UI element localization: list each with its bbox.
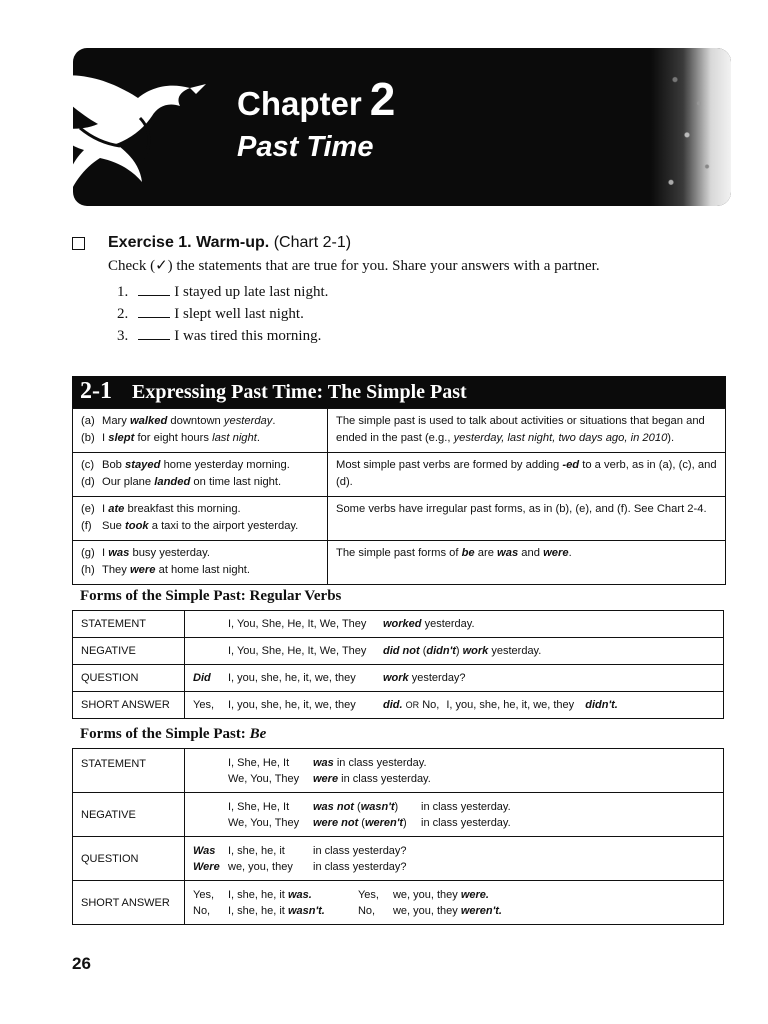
item-number: 2. <box>117 306 129 322</box>
table-row <box>73 541 726 585</box>
banner-texture <box>651 48 731 206</box>
table-row <box>73 837 724 881</box>
exercise-item <box>117 284 328 301</box>
row-label: QUESTION <box>73 837 185 881</box>
exercise-instruction: Check (✓) the statements that are true for you. Share your answers with a partner. <box>108 258 600 274</box>
row-value: I, She, He, It was not (wasn't) in class yesterday. We, You, They were not (weren't) in class yesterday. <box>185 793 724 837</box>
chapter-heading <box>237 72 395 126</box>
table-row <box>73 665 724 692</box>
row-label: SHORT ANSWER <box>73 692 185 719</box>
answer-blank[interactable] <box>138 307 170 318</box>
row-value: I, You, She, He, It, We, They worked yesterday. <box>185 611 724 638</box>
item-number: 1. <box>117 284 129 300</box>
table-row <box>73 749 724 793</box>
regular-verbs-heading: Forms of the Simple Past: Regular Verbs <box>80 588 342 604</box>
table-row <box>73 497 726 541</box>
explanation-cell: Some verbs have irregular past forms, as in (b), (e), and (f). See Chart 2-4. <box>328 497 726 541</box>
exercise-checkbox[interactable] <box>72 237 85 250</box>
section-header <box>72 376 726 408</box>
table-row <box>73 611 724 638</box>
row-label: STATEMENT <box>73 749 185 793</box>
answer-blank[interactable] <box>138 329 170 340</box>
row-value: I, You, She, He, It, We, They did not (didn't) work yesterday. <box>185 638 724 665</box>
explanation-cell: The simple past forms of be are was and were. <box>328 541 726 585</box>
row-value: Was I, she, he, it in class yesterday? Were we, you, they in class yesterday? <box>185 837 724 881</box>
example-cell: (a) Mary walked downtown yesterday. (b) I slept for eight hours last night. <box>73 409 328 453</box>
item-text: I slept well last night. <box>174 306 304 322</box>
row-label: NEGATIVE <box>73 638 185 665</box>
table-row <box>73 409 726 453</box>
be-table <box>72 748 724 925</box>
explanation-cell: Most simple past verbs are formed by adding -ed to a verb, as in (a), (c), and (d). <box>328 453 726 497</box>
exercise-item <box>117 328 321 345</box>
exercise-chart-ref: (Chart 2-1) <box>273 234 352 251</box>
example-cell: (g) I was busy yesterday. (h) They were at home last night. <box>73 541 328 585</box>
item-text: I stayed up late last night. <box>174 284 329 300</box>
item-number: 3. <box>117 328 129 344</box>
chapter-title: Past Time <box>237 131 374 163</box>
row-label: QUESTION <box>73 665 185 692</box>
item-text: I was tired this morning. <box>174 328 322 344</box>
table-row <box>73 453 726 497</box>
exercise-title-text: Exercise 1. Warm-up. <box>108 234 270 251</box>
page-number: 26 <box>72 954 91 973</box>
table-row <box>73 881 724 925</box>
table-row <box>73 638 724 665</box>
example-cell: (c) Bob stayed home yesterday morning. (d) Our plane landed on time last night. <box>73 453 328 497</box>
exercise-title <box>108 234 351 252</box>
be-heading: Forms of the Simple Past: Be <box>80 726 267 742</box>
exercise-item <box>117 306 304 323</box>
row-value: Yes, I, you, she, he, it, we, they did. OR No, I, you, she, he, it, we, they didn't. <box>185 692 724 719</box>
regular-verbs-table <box>72 610 724 719</box>
examples-table <box>72 408 726 585</box>
row-value: Yes, I, she, he, it was. Yes, we, you, they were. No, I, she, he, it wasn't. No, we, you, they weren't. <box>185 881 724 925</box>
section-number: 2-1 <box>80 378 112 404</box>
table-row <box>73 793 724 837</box>
example-cell: (e) I ate breakfast this morning. (f) Sue took a taxi to the airport yesterday. <box>73 497 328 541</box>
answer-blank[interactable] <box>138 285 170 296</box>
row-value: I, She, He, It was in class yesterday. We, You, They were in class yesterday. <box>185 749 724 793</box>
row-label: SHORT ANSWER <box>73 881 185 925</box>
bird-logo-icon <box>40 58 215 208</box>
row-label: NEGATIVE <box>73 793 185 837</box>
table-row <box>73 692 724 719</box>
chapter-word: Chapter <box>237 85 362 122</box>
row-label: STATEMENT <box>73 611 185 638</box>
explanation-cell: The simple past is used to talk about activities or situations that began and ended in the past (e.g., yesterday, last night, two days ago, in 2010). <box>328 409 726 453</box>
section-title: Expressing Past Time: The Simple Past <box>132 381 467 403</box>
chapter-number: 2 <box>369 73 396 125</box>
row-value: Did I, you, she, he, it, we, they work yesterday? <box>185 665 724 692</box>
